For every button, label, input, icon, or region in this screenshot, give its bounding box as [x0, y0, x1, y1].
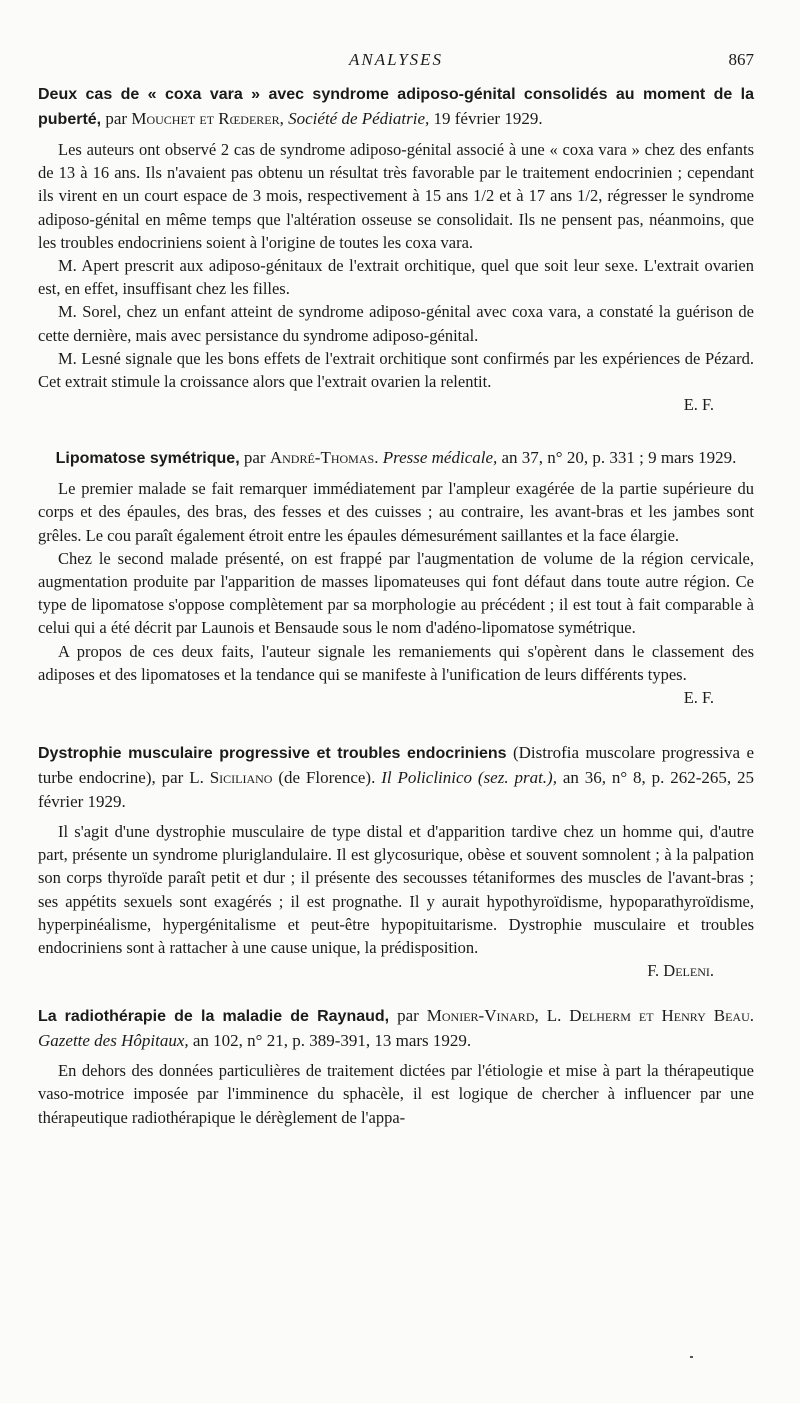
article-subtitle: (Distrofia muscolare progressiva e turbe endocrine), [38, 743, 754, 788]
paragraph: Il s'agit d'une dystrophie musculaire de type distal et d'apparition tardive chez un homme qui, d'autre part, présente un syndrome pluriglandulaire. Il est glycosurique, obèse et souvent somnolent ; à la palpation son corps thyroïde paraît petit et dur ; il présente des secousses tétaniformes des muscles de l'avant-bras ; ses appétits sexuels sont exagérés ; il est prognathe. Il y aurait hypothyroïdisme, hypoparathyroïdisme, hyperpinéalisme, hypergénitalisme et peut-être hypopituitarisme. Dystrophie musculaire et troubles endocriniens sont à rattacher à une cause unique, la prédisposition. [38, 822, 754, 958]
paragraph: M. Apert prescrit aux adiposo-génitaux de l'extrait orchitique, quel que soit leur sexe. L'extrait ovarien est, en effet, insuffisant chez les filles. [38, 256, 754, 299]
article-title-prefix: La [38, 1008, 57, 1026]
article-authors: L. Siciliano [189, 768, 273, 788]
signature: F. Deleni. [647, 961, 714, 981]
by-word: par [243, 448, 266, 468]
article-affiliation: (de Florence). [278, 768, 376, 788]
article-heading [38, 741, 754, 814]
paragraph: Les auteurs ont observé 2 cas de syndrome adiposo-génital associé à une « coxa vara » chez des enfants de 13 à 16 ans. Ils n'avaient pas obtenu un résultat très favorable par le traitement endocrinien ; cependant ils virent en un court espace de 3 mois, respectivement à 15 ans 1/2 et à 17 ans 1/2, régresser le syndrome adiposo-génital en même temps que l'altération osseuse se consolidait. Ils ne pensent pas, néanmoins, que les troubles endocriniens soient à l'origine de toutes les coxa vara. [38, 140, 754, 252]
article-date: an 36, n° 8, p. 262-265, 25 février 1929. [38, 768, 755, 812]
article-lipomatose [38, 446, 754, 709]
article-heading [38, 82, 754, 132]
article-source: Société de Pédiatrie, [288, 109, 430, 128]
article-authors: Monier-Vinard, L. Delherm et Henry Beau. [426, 1006, 755, 1026]
paragraph: M. Lesné signale que les bons effets de l'extrait orchitique sont confirmés par les expériences de Pézard. Cet extrait stimule la croissance alors que l'extrait ovarien la relentit. [38, 348, 754, 392]
article-source: Gazette des Hôpitaux, [38, 1031, 189, 1051]
by-word: par [105, 109, 128, 128]
signature: E. F. [683, 688, 714, 708]
by-word: par [397, 1006, 419, 1026]
page-number: 867 [728, 50, 754, 69]
page [38, 48, 754, 1129]
by-word: par [161, 768, 184, 788]
article-title: Lipomatose symétrique, [55, 450, 240, 468]
article-raynaud [38, 1004, 754, 1129]
running-head-title: ANALYSES [348, 50, 444, 69]
paragraph: En dehors des données particulières de traitement dictées par l'étiologie et mise à part la thérapeutique vaso-motrice imposée par l'imminence du sphacèle, il est logique de chercher à influencer par une thérapeutique radiothérapique le dérèglement de l'appa- [38, 1061, 754, 1127]
article-title: radiothérapie de la maladie de Raynaud, [64, 1008, 390, 1026]
signature: E. F. [683, 395, 714, 415]
paragraph: Chez le second malade présenté, on est frappé par l'augmentation de volume de la région cervicale, augmentation produite par l'apparition de masses lipomateuses qui font défaut dans toute autre région. Ce type de lipomatose s'oppose complètement par sa morphologie au précédent ; il est tout à fait comparable à celui qui a été décrit par Launois et Bensaude sous le nom d'adéno-lipomatose symétrique. [38, 548, 754, 638]
article-source: Presse médicale, [382, 448, 498, 468]
paragraph: A propos de ces deux faits, l'auteur signale les remaniements qui s'opèrent dans le classement des adiposes et des lipomatoses et la tendance qui se manifeste à l'unification de leurs différents types. [38, 641, 754, 684]
article-date: an 37, n° 20, p. 331 ; 9 mars 1929. [501, 448, 737, 468]
article-date: an 102, n° 21, p. 389-391, 13 mars 1929. [192, 1031, 472, 1051]
article-authors: André-Thomas. [269, 448, 379, 468]
article-coxa-vara [38, 82, 754, 416]
article-title: Dystrophie musculaire progressive et troubles endocriniens [38, 745, 507, 763]
article-heading [38, 446, 754, 471]
paragraph: Le premier malade se fait remarquer immédiatement par l'ampleur exagérée de la partie supérieure du corps et des épaules, des bras, des fesses et des cuisses ; au contraire, les avant-bras et les jambes sont grêles. Le cou paraît également étroit entre les épaules démesurément saillantes et la face élargie. [38, 479, 754, 545]
running-head [38, 48, 754, 78]
article-authors: Mouchet et Rœderer, [131, 109, 284, 128]
article-heading [38, 1004, 754, 1053]
article-title: Deux cas de « coxa vara » avec syndrome adiposo-génital consolidés au moment de la puberté, [38, 86, 754, 128]
paragraph: M. Sorel, chez un enfant atteint de syndrome adiposo-génital avec coxa vara, a constaté la guérison de cette dernière, mais avec persistance du syndrome adiposo-génital. [38, 302, 754, 345]
article-dystrophie [38, 741, 754, 982]
article-date: 19 février 1929. [433, 109, 543, 128]
print-mark [690, 1356, 693, 1358]
article-source: Il Policlinico (sez. prat.), [381, 768, 557, 788]
